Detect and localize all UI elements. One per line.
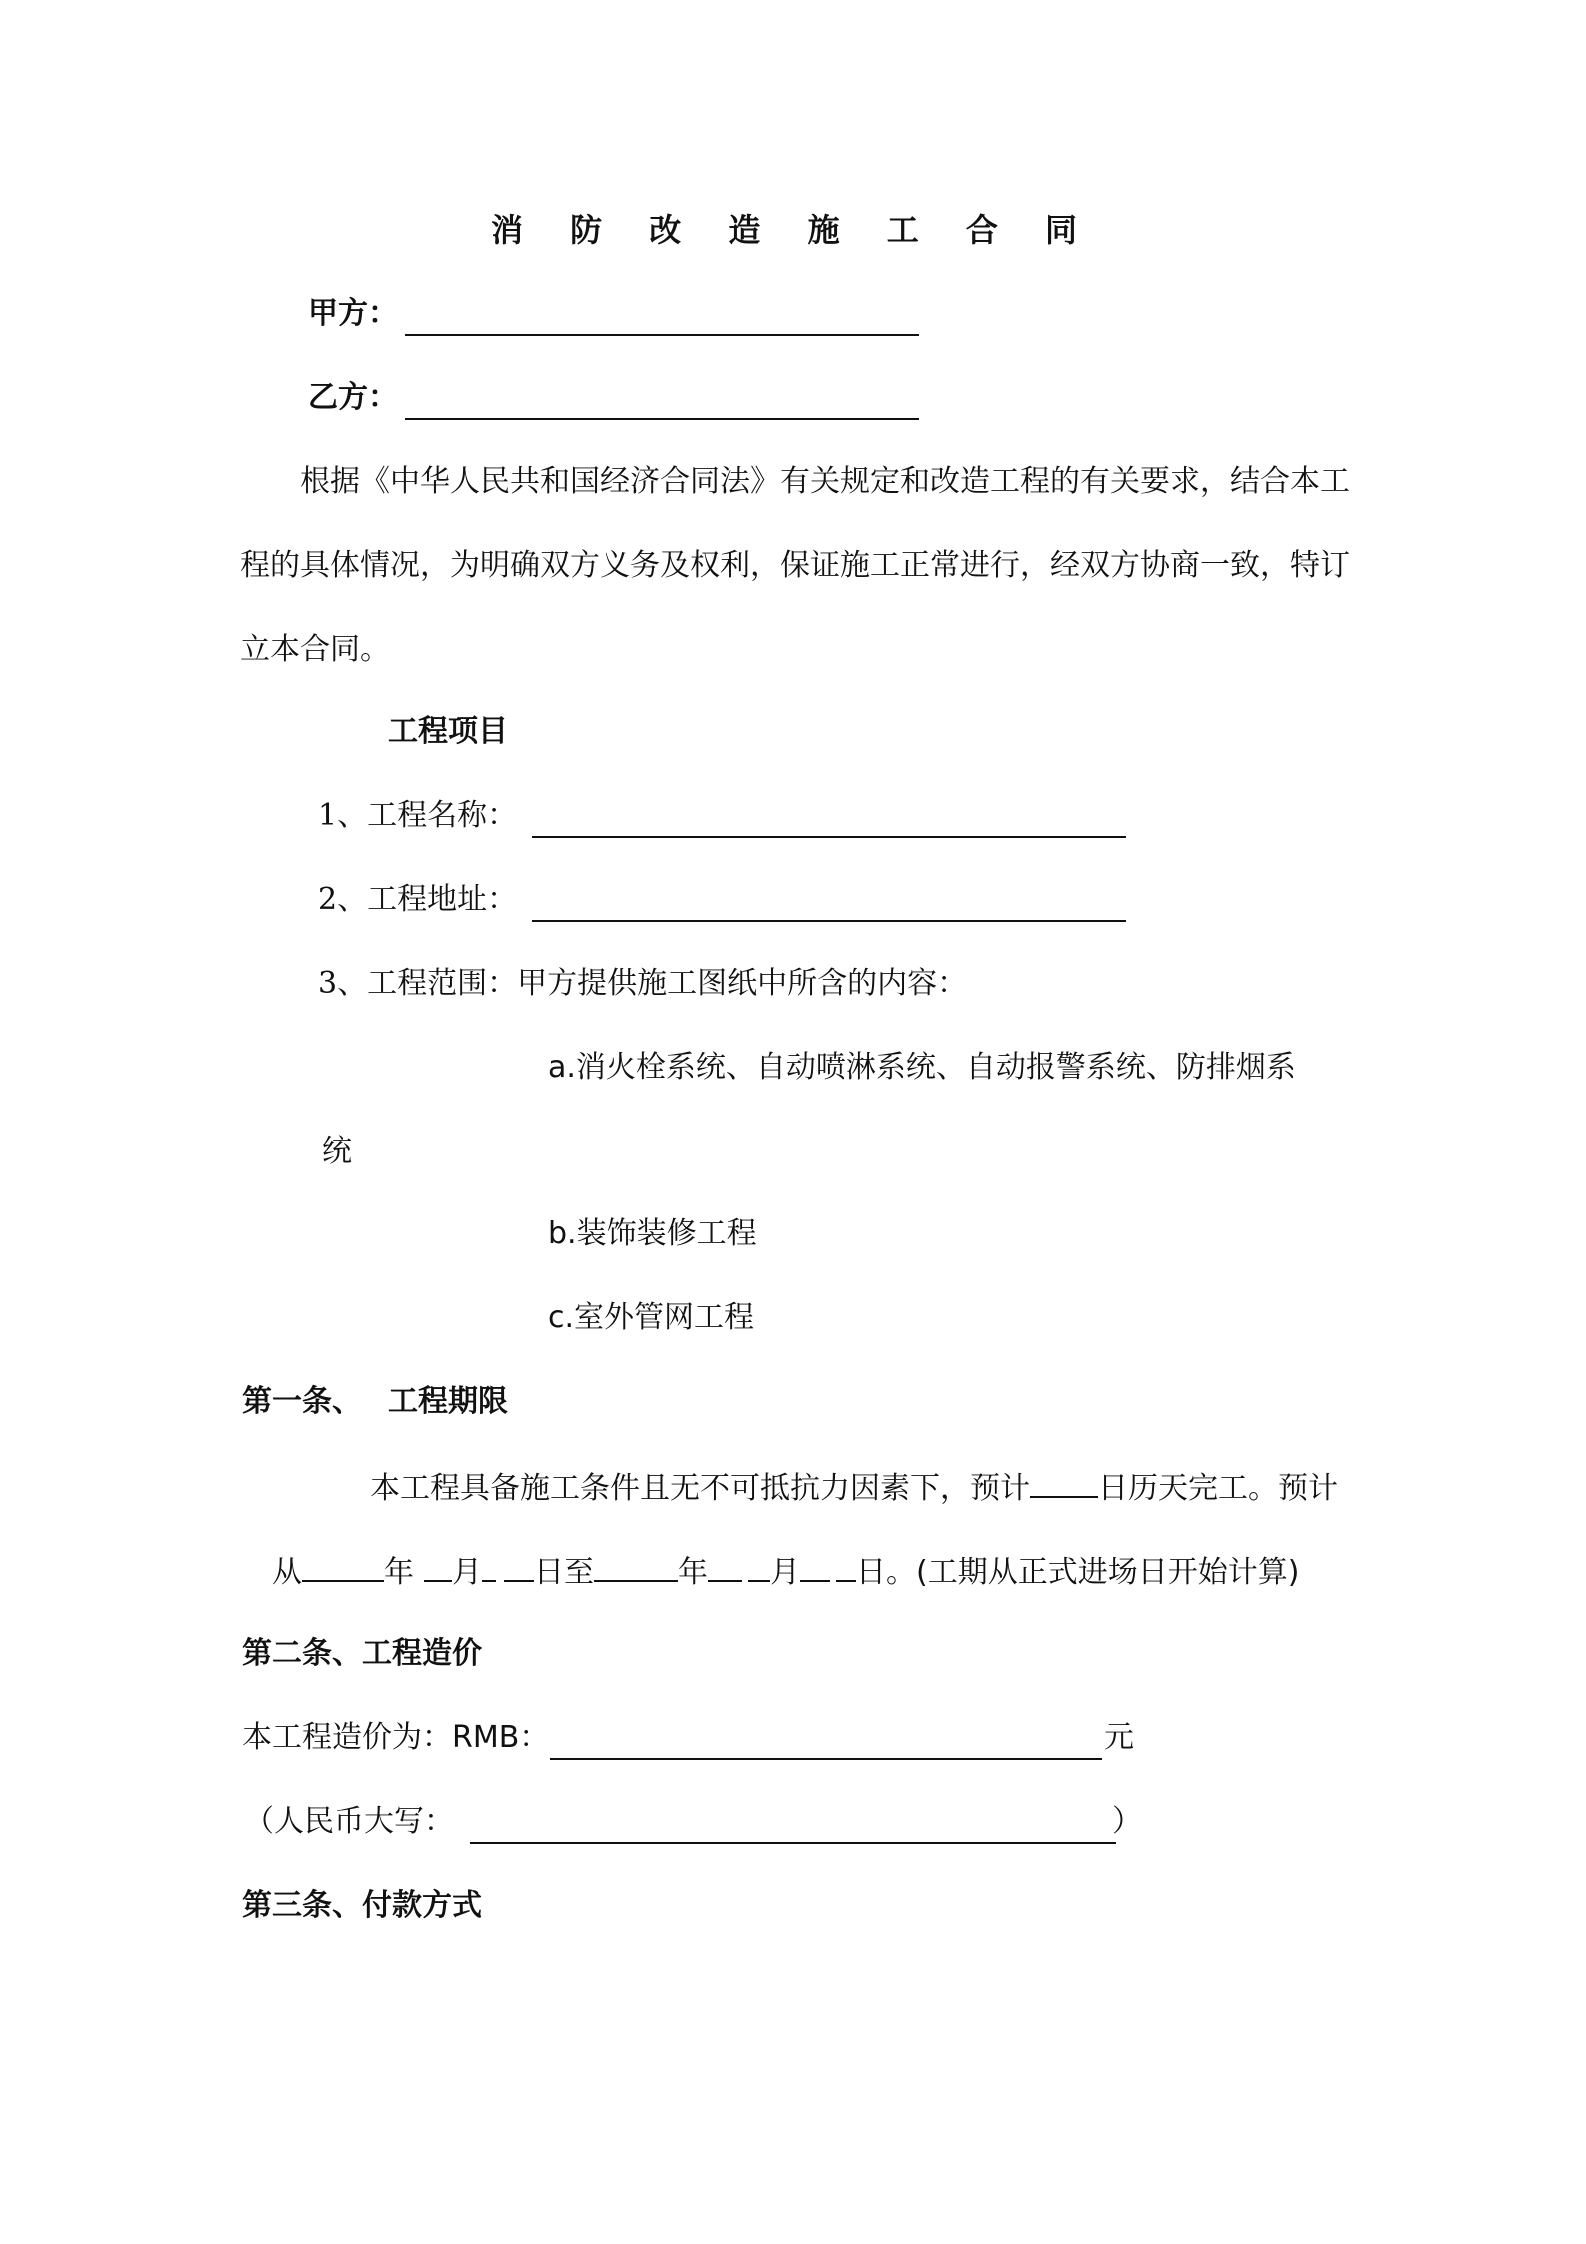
article-3-heading: 第三条、付款方式 bbox=[242, 1888, 482, 1923]
price-label: 本工程造价为：RMB： bbox=[242, 1720, 550, 1755]
end-year-label: 年 bbox=[678, 1555, 708, 1590]
start-day-blank-a[interactable] bbox=[482, 1550, 496, 1582]
project-item-2 bbox=[318, 880, 517, 920]
end-day-label: 日。(工期从正式进场日开始计算) bbox=[856, 1555, 1300, 1590]
party-b-label: 乙方： bbox=[308, 380, 398, 415]
article-1-line-1 bbox=[370, 1466, 1338, 1509]
document-title: 消 防 改 造 施 工 合 同 bbox=[491, 211, 1095, 249]
start-month-blank[interactable] bbox=[424, 1550, 452, 1582]
end-year-blank[interactable] bbox=[594, 1550, 678, 1582]
scope-item-a-line-1: a.消火栓系统、自动喷淋系统、自动报警系统、防排烟系 bbox=[548, 1050, 1296, 1085]
start-day-blank-b[interactable] bbox=[504, 1550, 534, 1582]
capital-amount-blank[interactable] bbox=[470, 1842, 1116, 1844]
duration-days-blank[interactable] bbox=[1030, 1466, 1098, 1498]
party-a-blank[interactable] bbox=[405, 334, 919, 336]
start-year-label: 年 bbox=[384, 1555, 414, 1590]
item-number: 3、 bbox=[318, 966, 368, 1001]
project-name-label: 工程名称： bbox=[367, 798, 518, 833]
article-1-number: 第一条、 bbox=[242, 1384, 362, 1419]
end-month-label: 月 bbox=[770, 1555, 800, 1590]
project-item-1 bbox=[318, 796, 517, 836]
scope-item-c: c.室外管网工程 bbox=[548, 1300, 755, 1335]
scope-item-b: b.装饰装修工程 bbox=[548, 1216, 757, 1251]
duration-text-before: 本工程具备施工条件且无不可抵抗力因素下，预计 bbox=[370, 1471, 1030, 1506]
project-item-3 bbox=[318, 964, 967, 1004]
duration-text-after: 日历天完工。预计 bbox=[1098, 1471, 1338, 1506]
project-address-blank[interactable] bbox=[532, 920, 1126, 922]
project-scope-label: 工程范围：甲方提供施工图纸中所含的内容： bbox=[367, 966, 968, 1001]
capital-amount-open: （人民币大写： bbox=[244, 1804, 454, 1839]
project-heading: 工程项目 bbox=[388, 714, 508, 749]
project-name-blank[interactable] bbox=[532, 836, 1126, 838]
start-day-label: 日至 bbox=[534, 1555, 594, 1590]
preamble-line-2: 程的具体情况，为明确双方义务及权利，保证施工正常进行，经双方协商一致，特订 bbox=[240, 548, 1350, 583]
item-number: 1、 bbox=[318, 798, 368, 833]
price-blank[interactable] bbox=[550, 1758, 1102, 1760]
preamble-line-1: 根据《中华人民共和国经济合同法》有关规定和改造工程的有关要求，结合本工 bbox=[300, 464, 1350, 499]
article-1-heading bbox=[242, 1382, 508, 1422]
end-month-blank-b[interactable] bbox=[748, 1550, 770, 1582]
scope-item-a-line-2: 统 bbox=[322, 1134, 352, 1169]
article-1-title: 工程期限 bbox=[388, 1384, 508, 1419]
start-month-label: 月 bbox=[452, 1555, 482, 1590]
start-year-blank[interactable] bbox=[302, 1550, 384, 1582]
from-label: 从 bbox=[272, 1555, 302, 1590]
item-number: 2、 bbox=[318, 882, 368, 917]
capital-amount-close: ） bbox=[1112, 1804, 1142, 1839]
end-day-blank-a[interactable] bbox=[800, 1550, 830, 1582]
end-day-blank-b[interactable] bbox=[836, 1550, 856, 1582]
party-b-blank[interactable] bbox=[405, 418, 919, 420]
price-unit: 元 bbox=[1104, 1720, 1134, 1755]
article-1-line-2 bbox=[272, 1550, 1299, 1593]
party-a-label: 甲方： bbox=[308, 296, 398, 331]
project-address-label: 工程地址： bbox=[367, 882, 518, 917]
end-month-blank-a[interactable] bbox=[708, 1550, 742, 1582]
preamble-line-3: 立本合同。 bbox=[240, 632, 390, 667]
article-2-heading: 第二条、工程造价 bbox=[242, 1636, 482, 1671]
